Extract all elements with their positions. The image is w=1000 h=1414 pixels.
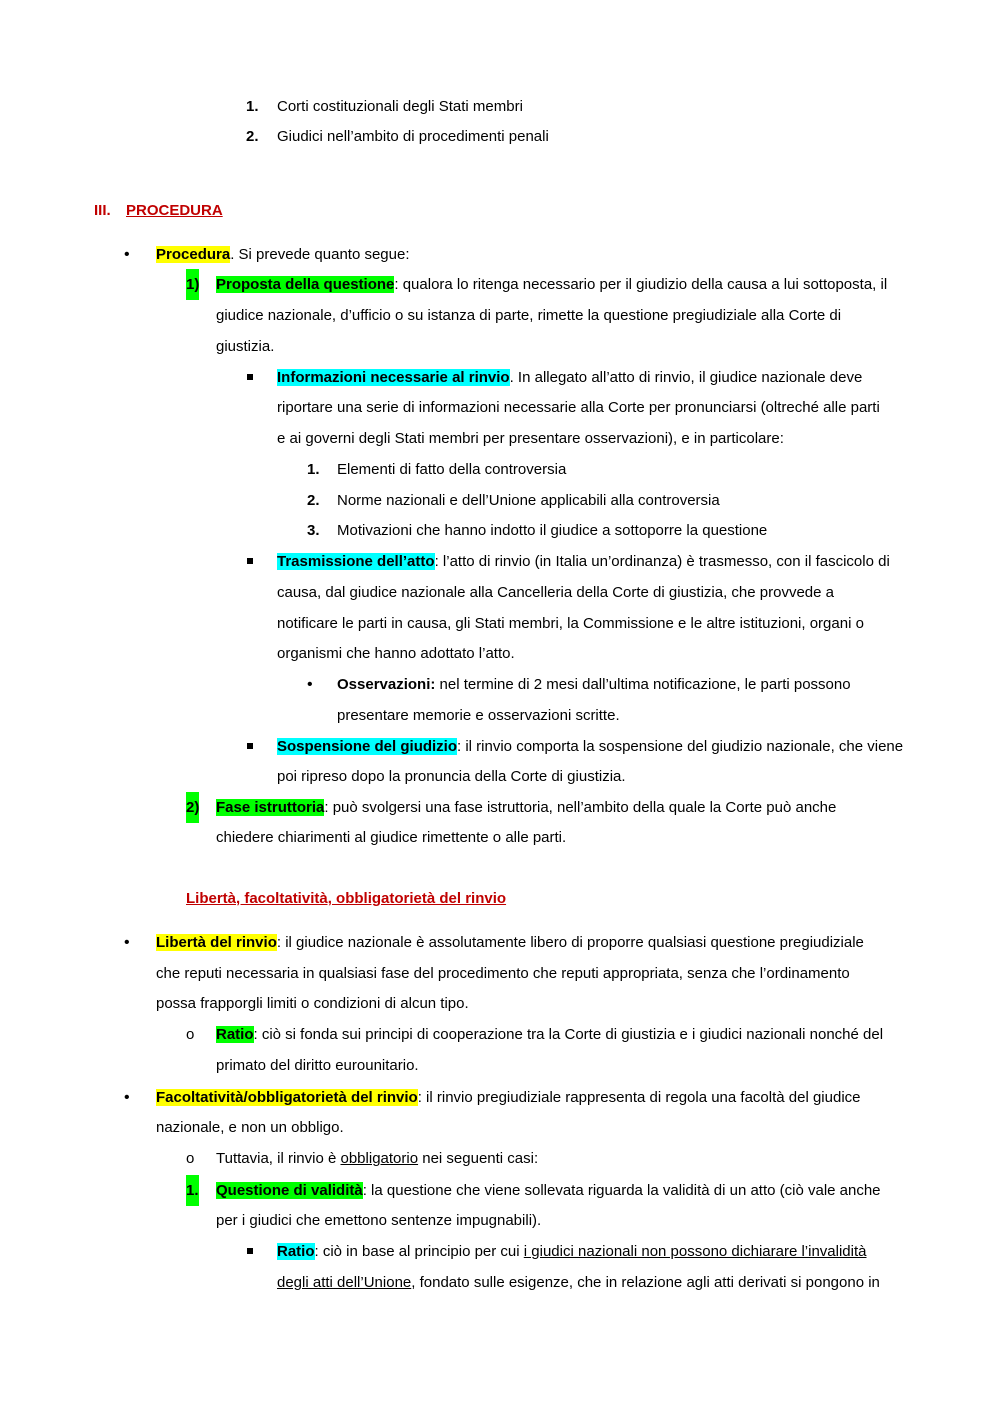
list-item: 2) Fase istruttoria: può svolgersi una fase istruttoria, nell’ambito della quale la Corte può anche (0, 792, 1000, 823)
list-item: • Facoltatività/obbligatorietà del rinvio: il rinvio pregiudiziale rappresenta di regola una facoltà del giudice (0, 1082, 1000, 1113)
list-item: 1. Elementi di fatto della controversia (307, 461, 567, 478)
list-item: • Libertà del rinvio: il giudice nazionale è assolutamente libero di proporre qualsiasi questione pregiudiziale (0, 927, 1000, 958)
list-item: 2. Giudici nell’ambito di procedimenti penali (246, 128, 549, 145)
list-item: • Osservazioni: nel termine di 2 mesi dall’ultima notificazione, le parti possono (0, 669, 1000, 700)
square-bullet-icon (247, 546, 253, 577)
list-item: 2. Norme nazionali e dell’Unione applicabili alla controversia (307, 492, 720, 509)
document-page: 1. Corti costituzionali degli Stati membri 2. Giudici nell’ambito di procedimenti penali III. PROCEDURA • Procedura. Si prevede quanto segue: 1) Proposta della questione: qualora lo ritenga necessario per il giudizio della causa a lui sottoposta, il giudice nazionale, d’ufficio o su istanza di parte, rimette la questione pregiudiziale alla Corte di giustizia. Informazioni necessarie al rinvio. In allegato all’atto di rinvio, il giudice nazionale deve riportare una serie di informazioni necessarie alla Corte per pronunciarsi (oltreché alle parti e ai governi degli Stati membri per presentare osservazioni), e in particolare: 1. Elementi di fatto della controversia 2. Norme nazionali e dell’Unione applicabili alla controversia 3. Motivazioni che hanno indotto il giudice a sottoporre la questione Trasmissione dell’atto: l’atto di rinvio (in Italia un’ordinanza) è trasmesso, con il fascicolo di causa, dal giudice nazionale alla Cancelleria della Corte di giustizia, che provvede a notificare le parti in causa, gli Stati membri, la Commissione e le altre istituzioni, organi o organismi che hanno adottato l’atto. • Osservazioni: nel termine di 2 mesi dall’ultima notificazione, le parti possono presentare memorie e osservazioni scritte. Sospensione del giudizio: il rinvio comporta la sospensione del giudizio nazionale, che viene poi ripreso dopo la pronuncia della Corte di giustizia. 2) Fase istruttoria: può svolgersi una fase istruttoria, nell’ambito della quale la Corte può anche chiedere chiarimenti al giudice rimettente o alle parti. Libertà, facoltatività, obbligatorietà del rinvio • Libertà del rinvio: il giudice nazionale è assolutamente libero di proporre qualsiasi questione pregiudiziale che reputi necessaria in qualsiasi fase del procedimento che reputi appropriata, senza che l’ordinamento possa frapporgli limiti o condizioni di alcun tipo. o Ratio: ciò si fonda sui principi di cooperazione tra la Corte di giustizia e i giudici nazionali nonché del primato del diritto eurounitario. • Facoltatività/obbligatorietà del rinvio: il rinvio pregiudiziale rappresenta di regola una facoltà del giudice nazionale, e non un obbligo. o Tuttavia, il rinvio è obbligatorio nei seguenti casi: 1. Questione di validità: la questione che viene sollevata riguarda la validità di un atto (ciò vale anche per i giudici che emettono sentenze impugnabili). Ratio: ciò in base al principio per cui i giudici nazionali non possono dichiarare l’invalidità degli atti dell’Unione, fondato sulle esigenze, che in relazione agli atti derivati si pongono in (0, 0, 1000, 1414)
square-bullet-icon (247, 1236, 253, 1267)
square-bullet-icon (247, 362, 253, 393)
circle-bullet-icon: o (186, 1150, 195, 1167)
list-item: 1) Proposta della questione: qualora lo ritenga necessario per il giudizio della causa a lui sottoposta, il (0, 269, 1000, 300)
list-item: 3. Motivazioni che hanno indotto il giudice a sottoporre la questione (307, 522, 768, 539)
list-item: Informazioni necessarie al rinvio. In allegato all’atto di rinvio, il giudice nazionale deve (0, 362, 1000, 393)
list-item: o Tuttavia, il rinvio è obbligatorio nei seguenti casi: (0, 1143, 1000, 1174)
square-bullet-icon (247, 731, 253, 762)
list-item: 1. Questione di validità: la questione che viene sollevata riguarda la validità di un atto (ciò vale anche (0, 1175, 1000, 1206)
bullet-icon: • (124, 1089, 130, 1106)
list-item: o Ratio: ciò si fonda sui principi di cooperazione tra la Corte di giustizia e i giudici nazionali nonché del (0, 1019, 1000, 1050)
list-item: Trasmissione dell’atto: l’atto di rinvio (in Italia un’ordinanza) è trasmesso, con il fascicolo di (0, 546, 1000, 577)
list-item: 1. Corti costituzionali degli Stati membri (246, 98, 523, 115)
bullet-icon: • (307, 676, 313, 693)
list-item: Sospensione del giudizio: il rinvio comporta la sospensione del giudizio nazionale, che viene (0, 731, 1000, 762)
bullet-icon: • (124, 246, 130, 263)
section-heading: III. PROCEDURA (94, 202, 223, 219)
section-subheading: Libertà, facoltatività, obbligatorietà del rinvio (186, 890, 507, 907)
list-item: Ratio: ciò in base al principio per cui i giudici nazionali non possono dichiarare l’invalidità (0, 1236, 1000, 1267)
circle-bullet-icon: o (186, 1026, 195, 1043)
list-item: • Procedura. Si prevede quanto segue: (0, 239, 1000, 270)
bullet-icon: • (124, 934, 130, 951)
